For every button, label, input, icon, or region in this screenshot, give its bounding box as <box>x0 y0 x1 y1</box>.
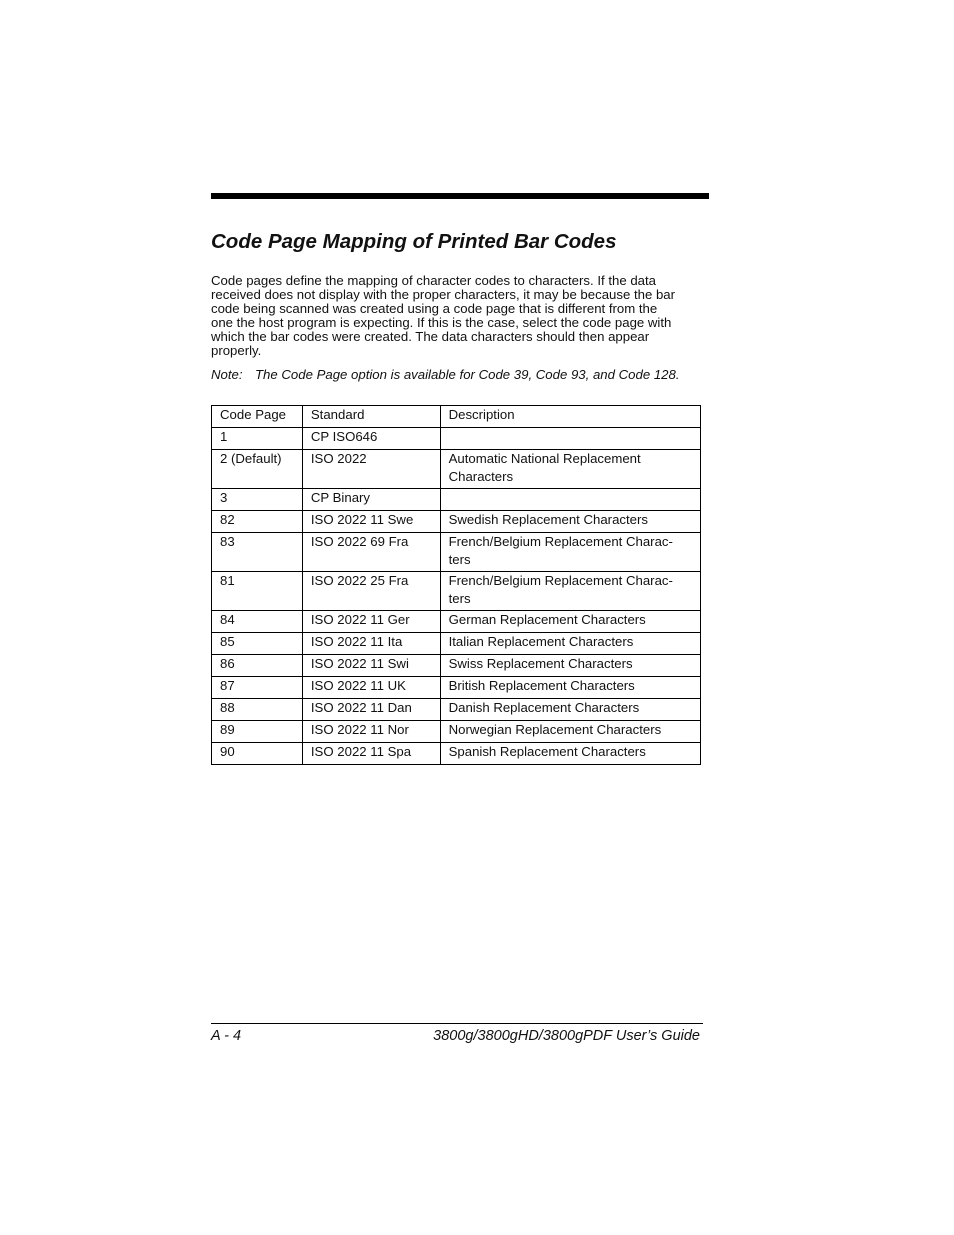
table-row <box>212 511 701 533</box>
cell-code-page: 83 <box>212 533 303 572</box>
intro-line: Code pages define the mapping of character codes to characters. If the data <box>211 273 656 288</box>
table-row <box>212 450 701 489</box>
description-line: Swedish Replacement Characters <box>448 512 648 527</box>
cell-standard: ISO 2022 11 Swe <box>302 511 440 533</box>
cell-description <box>440 450 700 489</box>
page-title: Code Page Mapping of Printed Bar Codes <box>211 230 617 253</box>
guide-title: 3800g/3800gHD/3800gPDF User’s Guide <box>433 1028 700 1044</box>
cell-standard: ISO 2022 69 Fra <box>302 533 440 572</box>
cell-standard: ISO 2022 <box>302 450 440 489</box>
description-line: German Replacement Characters <box>448 612 646 627</box>
cell-description <box>440 677 700 699</box>
description-line: Italian Replacement Characters <box>448 634 634 649</box>
note-text: The Code Page option is available for Code 39, Code 93, and Code 128. <box>255 367 680 382</box>
description-line: British Replacement Characters <box>448 678 635 693</box>
description-line: French/Belgium Replacement Charac- <box>448 573 673 588</box>
table-row <box>212 699 701 721</box>
table-row <box>212 633 701 655</box>
cell-description <box>440 721 700 743</box>
description-line: Swiss Replacement Characters <box>448 656 633 671</box>
table-header-row <box>212 406 701 428</box>
cell-standard: ISO 2022 11 Dan <box>302 699 440 721</box>
intro-line: properly. <box>211 343 262 358</box>
cell-description <box>440 611 700 633</box>
code-page-table <box>211 405 701 765</box>
cell-code-page: 81 <box>212 572 303 611</box>
cell-description <box>440 743 700 765</box>
cell-code-page: 84 <box>212 611 303 633</box>
cell-standard: ISO 2022 11 UK <box>302 677 440 699</box>
table-row <box>212 743 701 765</box>
intro-line: one the host program is expecting. If this is the case, select the code page with <box>211 315 672 330</box>
cell-description <box>440 699 700 721</box>
table-row <box>212 611 701 633</box>
cell-standard: CP Binary <box>302 489 440 511</box>
cell-description <box>440 533 700 572</box>
cell-code-page: 90 <box>212 743 303 765</box>
cell-description <box>440 511 700 533</box>
cell-code-page: 86 <box>212 655 303 677</box>
description-line: ters <box>448 590 471 606</box>
header-code-page: Code Page <box>212 406 303 428</box>
cell-description <box>440 428 700 450</box>
cell-code-page: 3 <box>212 489 303 511</box>
intro-line: which the bar codes were created. The data characters should then appear <box>211 329 650 344</box>
header-description: Description <box>440 406 700 428</box>
intro-paragraph <box>211 274 711 358</box>
description-line: Characters <box>448 468 514 484</box>
cell-code-page: 82 <box>212 511 303 533</box>
cell-standard: CP ISO646 <box>302 428 440 450</box>
top-rule <box>211 193 709 199</box>
cell-code-page: 85 <box>212 633 303 655</box>
description-line: Danish Replacement Characters <box>448 700 640 715</box>
intro-line: code being scanned was created using a code page that is different from the <box>211 301 658 316</box>
table-row <box>212 428 701 450</box>
note <box>211 367 680 382</box>
table-row <box>212 572 701 611</box>
cell-standard: ISO 2022 11 Swi <box>302 655 440 677</box>
cell-code-page: 2 (Default) <box>212 450 303 489</box>
description-line: Spanish Replacement Characters <box>448 744 646 759</box>
cell-code-page: 89 <box>212 721 303 743</box>
table-row <box>212 533 701 572</box>
page-number: A - 4 <box>211 1028 242 1044</box>
cell-standard: ISO 2022 25 Fra <box>302 572 440 611</box>
cell-description <box>440 489 700 511</box>
cell-description <box>440 572 700 611</box>
cell-standard: ISO 2022 11 Spa <box>302 743 440 765</box>
intro-line: received does not display with the proper characters, it may be because the bar <box>211 287 676 302</box>
cell-standard: ISO 2022 11 Nor <box>302 721 440 743</box>
cell-code-page: 87 <box>212 677 303 699</box>
cell-code-page: 1 <box>212 428 303 450</box>
cell-description <box>440 633 700 655</box>
table-row <box>212 489 701 511</box>
cell-standard: ISO 2022 11 Ita <box>302 633 440 655</box>
table-row <box>212 677 701 699</box>
description-line: French/Belgium Replacement Charac- <box>448 534 673 549</box>
description-line: Automatic National Replacement <box>448 451 641 466</box>
note-label: Note: <box>211 367 243 382</box>
footer-rule <box>211 1023 703 1024</box>
table-row <box>212 655 701 677</box>
description-line: Norwegian Replacement Characters <box>448 722 662 737</box>
cell-code-page: 88 <box>212 699 303 721</box>
cell-description <box>440 655 700 677</box>
header-standard: Standard <box>302 406 440 428</box>
cell-standard: ISO 2022 11 Ger <box>302 611 440 633</box>
description-line: ters <box>448 551 471 567</box>
table-row <box>212 721 701 743</box>
